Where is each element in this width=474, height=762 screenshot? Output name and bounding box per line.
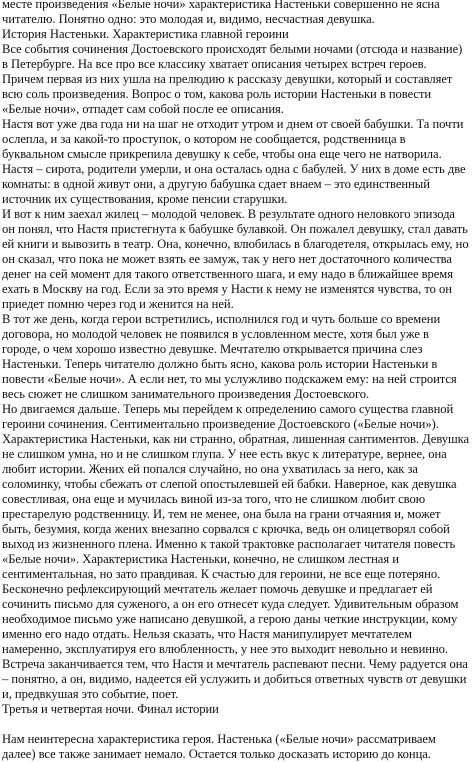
paragraph-lodger: И вот к ним заехал жилец – молодой человек. В результате одного неловкого эпизода он понял, что Настя пристегнута к бабушке булавкой. Он пожалел девушку, стал давать ей книги и вывозить в театр. Она, конечно, влюбилась в благодетеля, открылась ему, но он сказал, что пока не может взять ее замуж, так у него нет достаточного количества денег на сей момент для такого ответственного шага, и ему надо в ближайшее время ехать в Москву на год. Если за это время у Насти к нему не изменятся чувства, то он приедет помню через год и женится на ней. — [2, 207, 469, 311]
paragraph-same-day: В тот же день, когда герои встретились, исполнился год и чуть больше со времени договора, но молодой человек не появился в условленном месте, хотя был уже в городе, о чем хорошо известно девушке. Мечтателю открывается причина слез Настеньки. Теперь читателю должно быть ясно, какова роль истории Настеньки в повести «Белые ночи». А если нет, то мы услужливо подскажем ему: на ней строится весь сюжет не слишком занимательного произведения Достоевского. — [2, 312, 457, 401]
blank-line — [2, 717, 470, 732]
section-heading-third-fourth-nights: Третья и четвертая ночи. Финал истории — [2, 702, 219, 716]
paragraph-continuation: Нам неинтересна характеристика героя. Настенька («Белые ночи» рассматриваем далее) все также занимает немало. Остается только досказать историю до конца. — [2, 732, 436, 761]
section-heading-history: История Настеньки. Характеристика главной героини — [2, 27, 289, 41]
paragraph-dreamer-letter: Бесконечно рефлексирующий мечтатель желает помочь девушке и предлагает ей сочинить письмо для суженого, а он его отнесет куда следует. Удивительным образом необходимое письмо уже написано девушкой, а герою даны четкие инструкции, кому именно его надо отдать. Нельзя сказать, что Настя манипулирует мечтателем намеренно, эксплуатируя его влюбленность, у нее это выходит невольно и невинно. — [2, 582, 459, 656]
paragraph-intro: месте произведения «Белые ночи» характеристика Настеньки совершенно не ясна читателю. Понятно одно: это молодая и, видимо, несчастная девушка. — [2, 0, 440, 26]
paragraph-grandmother: Настя вот уже два года ни на шаг не отходит утром и днем от своей бабушки. Та почти ослепла, и за какой-то проступок, о котором не сообщается, родственница в буквальном смысле прикрепила девушку к себе, чтобы она еще чего не натворила. Настя – сирота, родители умерли, и она осталась одна с бабулей. У них в доме есть две комнаты: в одной живут они, а другую бабушка сдает внаем – это единственный источник их существования, кроме пенсии старушки. — [2, 117, 466, 206]
paragraph-character: Но двигаемся дальше. Теперь мы перейдем к определению самого существа главной героини сочинения. Сентиментально произведение Достоевского («Белые ночи»). Характеристика Настеньки, как ни странно, обратная, лишенная сантиментов. Девушка не слишком умна, но и не слишком глупа. У нее есть вкус к литературе, вернее, она любит истории. Жених ей попался случайно, но она ухватилась за него, как за соломинку, чтобы сбежать от слепой опостылевшей ей бабки. Наверное, как девушка совестливая, она еще и мучилась виной из-за того, что не слишком любит свою престарелую родственницу. И, тем не менее, она была на грани отчаяния и, может быть, безумия, когда жених внезапно сорвался с крючка, ведь он олицетворял собой выход из жизненного плена. Именно к такой трактовке располагает читателя повесть «Белые ночи». Характеристика Настеньки, конечно, не слишком лестная и сентиментальная, но зато правдивая. К счастью для героини, не все еще потеряно. — [2, 402, 470, 581]
paragraph-events: Все события сочинения Достоевского происходят белыми ночами (отсюда и название) в Петербурге. На все про все классику хватает описания четырех встреч героев. Причем первая из них ушла на прелюдию к рассказу девушки, который и составляет всю соль произведения. Вопрос о том, какова роль истории Настеньки в повести «Белые ночи», отпадет сам собой после ее описания. — [2, 42, 463, 116]
paragraph-meeting-end: Встреча заканчивается тем, что Настя и мечтатель распевают песни. Чему радуется она – понятно, а он, видимо, надеется ей услужить и добиться ответных чувств от девушки и, предвкушая это событие, поет. — [2, 657, 468, 701]
